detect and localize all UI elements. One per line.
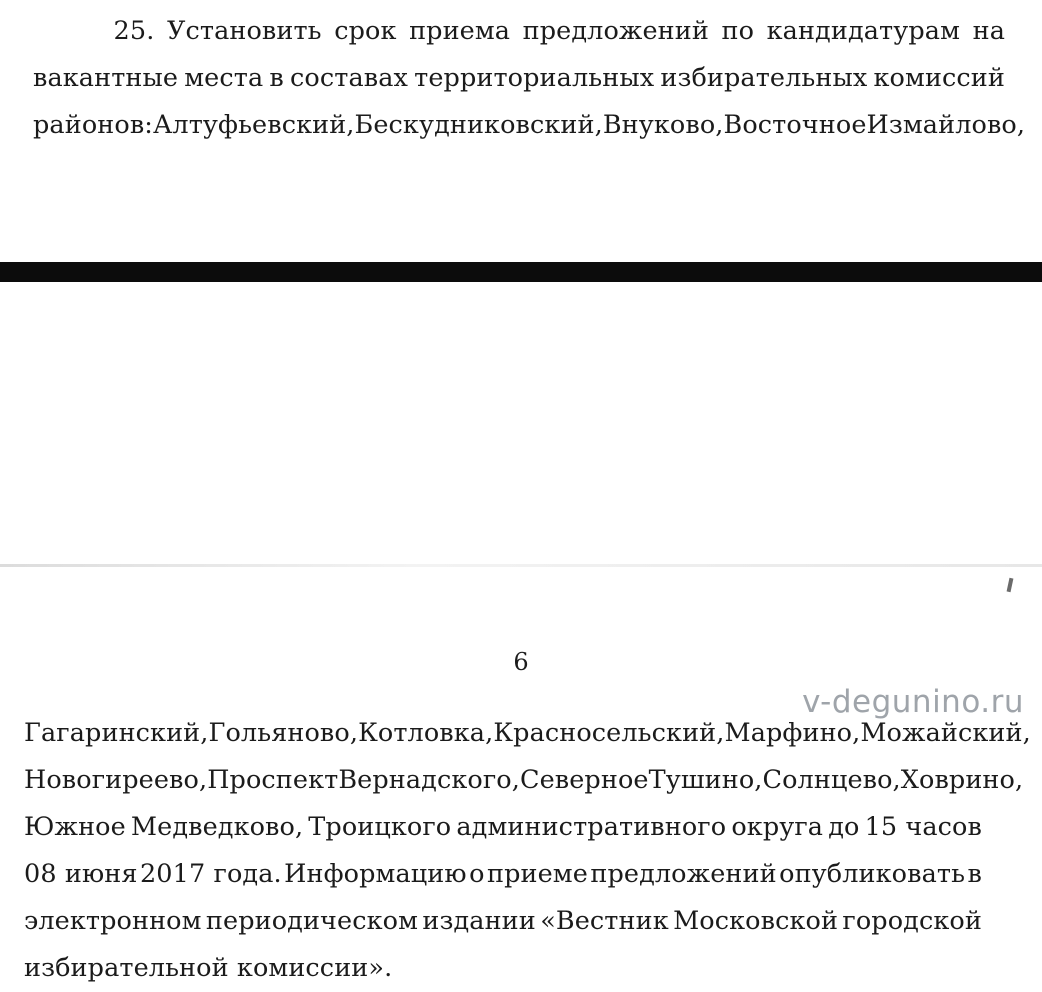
word: электронном	[24, 906, 202, 936]
word: в	[967, 859, 982, 889]
word: Московской	[673, 906, 839, 936]
paragraph-indent	[33, 8, 101, 55]
word: Ховрино,	[900, 765, 1024, 795]
word: составах	[290, 63, 408, 93]
text-line	[33, 55, 1005, 102]
word: о	[469, 859, 485, 889]
scan-speck-mark	[1007, 578, 1014, 593]
word: в	[269, 63, 284, 93]
word: Внуково,	[602, 110, 724, 140]
text-line: избирательной комиссии».	[24, 953, 393, 983]
word: 15 часов	[864, 812, 982, 842]
word: городской	[842, 906, 982, 936]
word: избирательных	[660, 63, 868, 93]
word: опубликовать	[779, 859, 966, 889]
text-line	[24, 851, 982, 898]
word: места	[184, 63, 264, 93]
word: 08 июня	[24, 859, 138, 889]
scan-fragment-top	[0, 0, 1042, 262]
word: приема	[409, 16, 511, 46]
word: Солнцево,	[762, 765, 901, 795]
word: Троицкого	[308, 812, 452, 842]
word: кандидатурам	[766, 16, 961, 46]
word: периодическом	[205, 906, 419, 936]
text-line	[33, 102, 1026, 149]
text-line	[33, 8, 1005, 55]
word: Новогиреево,	[24, 765, 208, 795]
word: предложений	[590, 859, 777, 889]
word: Гагаринский,	[24, 718, 209, 748]
word: «Вестник	[540, 906, 669, 936]
text-line	[24, 898, 982, 945]
word: Гольяново,	[208, 718, 359, 748]
word: Измайлово,	[866, 110, 1026, 140]
scan-fragment-bottom	[0, 282, 1042, 983]
word: территориальных	[414, 63, 655, 93]
word: предложений	[522, 16, 709, 46]
word: Котловка,	[358, 718, 494, 748]
paragraph-item-25	[33, 8, 1026, 149]
word: Бескудниковский,	[354, 110, 603, 140]
word: издании	[422, 906, 536, 936]
word: Алтуфьевский,	[152, 110, 355, 140]
word: Проспект	[207, 765, 339, 795]
scan-separator-band	[0, 262, 1042, 282]
word: Южное	[24, 812, 126, 842]
word: комиссий	[873, 63, 1005, 93]
word: на	[972, 16, 1005, 46]
text-line	[24, 804, 982, 851]
text-line	[24, 757, 1024, 804]
word: Красносельский,	[493, 718, 725, 748]
word: Информацию	[284, 859, 467, 889]
word: по	[721, 16, 755, 46]
word: Вернадского,	[338, 765, 520, 795]
word: 2017 года.	[139, 859, 282, 889]
scan-edge-shadow	[0, 564, 1042, 567]
paragraph-continuation	[24, 710, 1031, 992]
word: административного	[456, 812, 727, 842]
word: Установить	[166, 16, 322, 46]
word: районов:	[33, 110, 153, 140]
word: приеме	[487, 859, 588, 889]
site-watermark: v-degunino.ru	[802, 684, 1024, 720]
word: Тушино,	[648, 765, 763, 795]
word: Можайский,	[860, 718, 1031, 748]
word: Восточное	[723, 110, 867, 140]
list-number: 25.	[113, 16, 155, 46]
word: вакантные	[33, 63, 179, 93]
word: срок	[334, 16, 397, 46]
word: Марфино,	[724, 718, 861, 748]
page-number: 6	[513, 648, 529, 676]
word: до	[828, 812, 860, 842]
word: Медведково,	[130, 812, 304, 842]
word: Северное	[519, 765, 649, 795]
word: округа	[731, 812, 824, 842]
